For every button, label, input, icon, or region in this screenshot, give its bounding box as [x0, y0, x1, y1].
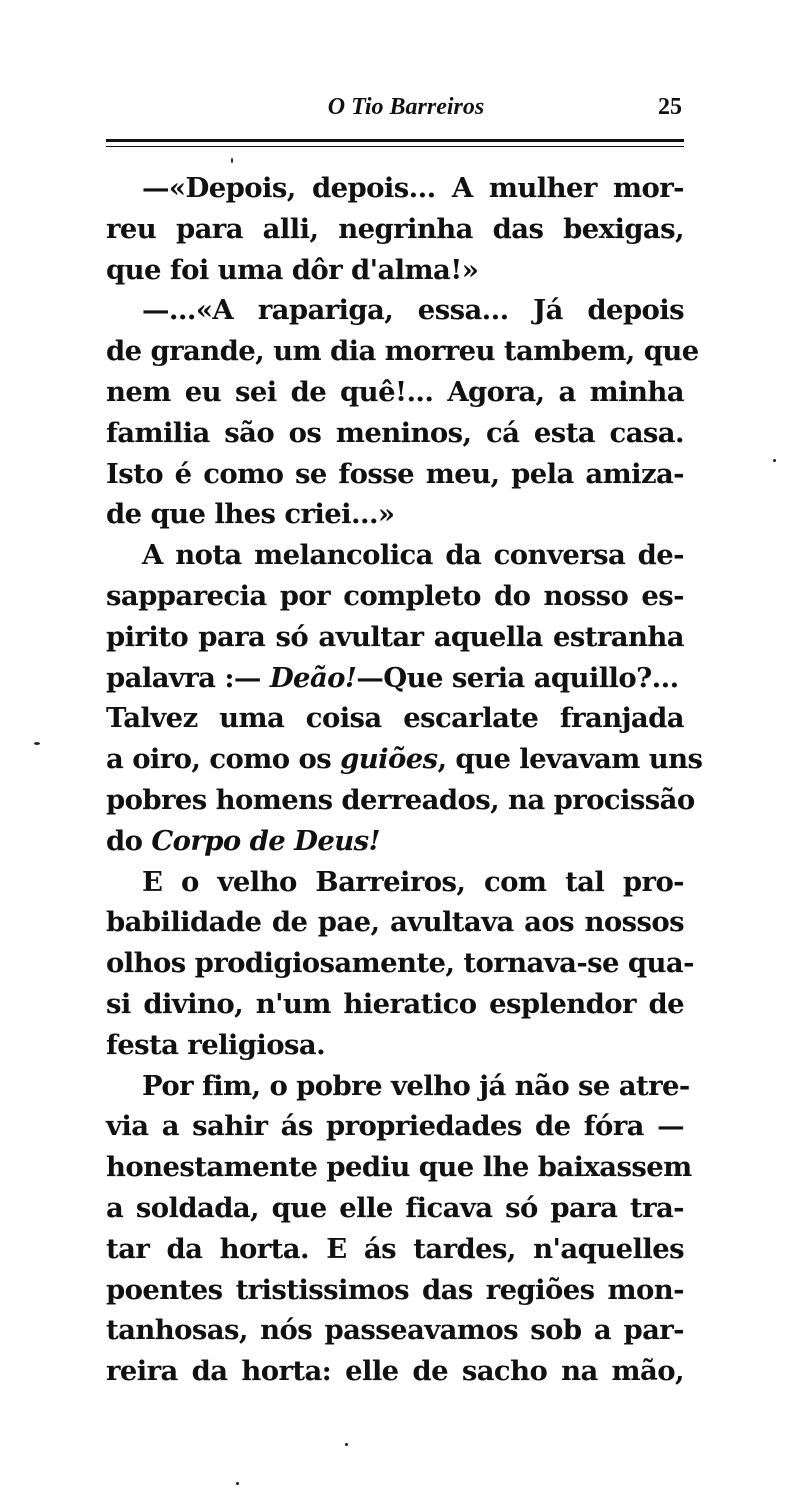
text-line: nem eu sei de quê!... Agora, a minha — [106, 375, 684, 408]
text-line: de que lhes criei...» — [106, 498, 395, 531]
text-line: pobres homens derreados, na procissão — [106, 783, 695, 816]
text-line: reu para alli, negrinha das bexigas, — [106, 212, 684, 245]
text-line: E o velho Barreiros, com tal pro- — [142, 865, 684, 898]
running-title: O Tio Barreiros — [327, 94, 485, 120]
scan-speck — [773, 459, 776, 462]
text-line: honestamente pediu que lhe baixassem — [106, 1151, 692, 1184]
scan-speck — [236, 1482, 239, 1485]
page-number: 25 — [658, 94, 682, 120]
scan-speck — [231, 158, 233, 163]
text-line: reira da horta: elle de sacho na mão, — [106, 1355, 684, 1388]
text-line: sapparecia por completo do nosso es- — [106, 579, 684, 612]
text-line: —«Depois, depois... A mulher mor- — [142, 172, 684, 204]
scan-speck — [345, 1443, 348, 1446]
page-body — [106, 168, 703, 1392]
text-line: de grande, um dia morreu tambem, que — [106, 335, 699, 368]
text-line: festa religiosa. — [106, 1028, 326, 1061]
text-line: tanhosas, nós passeavamos sob a par- — [106, 1314, 684, 1347]
italic-word: Corpo de Deus! — [151, 824, 381, 857]
italic-word: Deão! — [269, 661, 357, 694]
text-fragment: a oiro, como os — [106, 743, 332, 776]
text-line: via a sahir ás propriedades de fóra — — [106, 1110, 684, 1143]
scan-speck — [34, 742, 40, 745]
text-fragment: , que levavam uns — [437, 743, 703, 776]
text-line — [106, 821, 684, 862]
text-line: familia são os meninos, cá esta casa. — [106, 416, 684, 449]
text-line: tar da horta. E ás tardes, n'aquelles — [106, 1232, 684, 1265]
text-line: Por fim, o pobre velho já não se atre- — [142, 1069, 690, 1102]
text-fragment: palavra :— — [106, 661, 261, 694]
text-line: A nota melancolica da conversa de- — [142, 539, 684, 572]
text-fragment: do — [106, 824, 143, 857]
text-fragment: —Que seria aquillo?... — [356, 661, 679, 694]
text-line: babilidade de pae, avultava aos nossos — [106, 906, 684, 939]
text-line: olhos prodigiosamente, tornava-se qua- — [106, 947, 694, 980]
text-line: que foi uma dôr d'alma!» — [106, 253, 479, 286]
text-line: poentes tristissimos das regiões mon- — [106, 1273, 684, 1306]
text-line: Isto é como se fosse meu, pela amiza- — [106, 457, 684, 490]
text-line — [106, 658, 684, 699]
header-rule-thin — [106, 146, 684, 147]
text-line: a soldada, que elle ficava só para tra- — [106, 1191, 684, 1224]
text-line — [106, 739, 703, 780]
running-header — [106, 90, 686, 130]
text-line: pirito para só avultar aquella estranha — [106, 620, 684, 653]
header-rule-thick — [106, 139, 684, 142]
italic-word: guiões — [340, 743, 438, 776]
text-line: —...«A rapariga, essa... Já depois — [142, 294, 684, 327]
text-line: si divino, n'um hieratico esplendor de — [106, 987, 684, 1020]
text-line: Talvez uma coisa escarlate franjada — [106, 702, 684, 735]
